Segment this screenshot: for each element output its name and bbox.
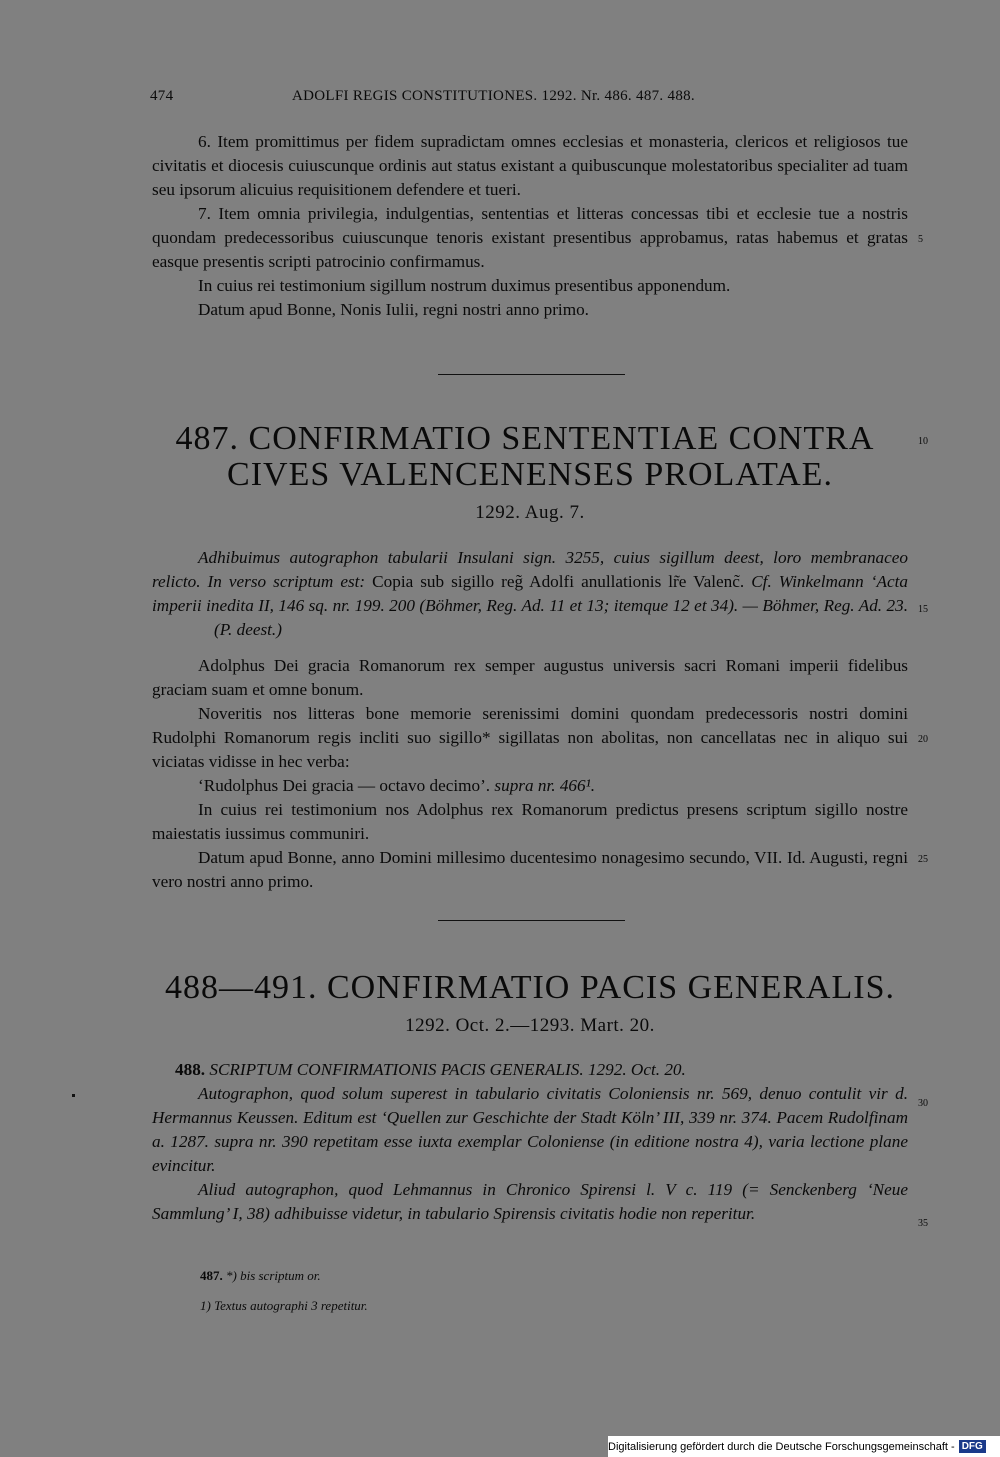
doc487-p5: Datum apud Bonne, anno Domini millesimo ducentesimo nonagesimo secundo, VII. Id. Augusti, regni vero nostri anno primo. xyxy=(152,848,908,891)
doc487-text xyxy=(152,654,908,894)
footnote-1-text: *) bis scriptum or. xyxy=(222,1268,321,1283)
footnote-1-number: 487. xyxy=(200,1268,223,1283)
footnote-2: 1) Textus autographi 3 repetitur. xyxy=(200,1298,368,1313)
doc486-body xyxy=(152,130,908,322)
doc487-intro xyxy=(152,546,908,642)
doc487-p3-quote: ‘Rudolphus Dei gracia — octavo decimo’. xyxy=(198,776,491,795)
running-title: ADOLFI REGIS CONSTITUTIONES. 1292. Nr. 486. 487. 488. xyxy=(292,88,695,104)
section-divider xyxy=(438,920,625,921)
doc487-p2: Noveritis nos litteras bone memorie serenissimi domini quondam predecessoris nostri domini Rudolphi Romanorum regis incliti suo sigillo* sigillatas non abolitas, non cancellatas nec in aliquo sui viciatas vidisse in hec verba: xyxy=(152,704,908,771)
doc488-title: 488—491. CONFIRMATIO PACIS GENERALIS. xyxy=(165,969,895,1006)
line-number: 35 xyxy=(918,1218,928,1229)
doc487-date: 1292. Aug. 7. xyxy=(475,502,585,523)
line-number: 30 xyxy=(918,1098,928,1109)
doc486-para6: 6. Item promittimus per fidem supradictam omnes ecclesias et monasteria, clericos et religiosos tue civitatis et diocesis cuiuscunque ordinis aut status existant a quibuscunque molestatoribus specialiter ad tuam seu ipsorum alicuius requisitionem defendere et tueri. xyxy=(152,132,908,199)
line-number: 5 xyxy=(918,234,923,245)
line-number: 25 xyxy=(918,854,928,865)
doc488-subhead-text: SCRIPTUM CONFIRMATIONIS PACIS GENERALIS. 1292. Oct. 20. xyxy=(205,1060,686,1079)
line-number: 15 xyxy=(918,604,928,615)
doc487-title-line1: 487. CONFIRMATIO SENTENTIAE CONTRA xyxy=(175,420,875,457)
intro-pdeest: (P. deest.) xyxy=(214,620,282,639)
doc488-note2: Aliud autographon, quod Lehmannus in Chronico Spirensi l. V c. 119 (= Senckenberg ‘Neue Sammlung’ I, 38) adhibuisse videtur, in tabulario Spirensis civitatis hodie non reperitur. xyxy=(152,1180,908,1223)
dfg-logo: DFG xyxy=(959,1440,986,1453)
intro-edition: Adhibuimus autographon tabularii Insulani sign. 3255, cuius sigillum deest, loro membranaceo relicto. In verso scriptum est: xyxy=(152,548,908,591)
digitization-footer xyxy=(608,1436,1000,1457)
line-number: 10 xyxy=(918,436,928,447)
page-number: 474 xyxy=(150,88,174,104)
doc487-p3 xyxy=(152,774,908,798)
doc486-para7: 7. Item omnia privilegia, indulgentias, sententias et litteras concessas tibi et ecclesie tue a nostris quondam predecessoribus cuiuscunque tenoris existant presentibus approbamus, ratas habemus et gratas easque presentis scripti patrocinio confirmamus. xyxy=(152,204,908,271)
doc488-note1: Autographon, quod solum superest in tabulario civitatis Coloniensis nr. 569, denuo contulit vir d. Hermannus Keussen. Editum est ‘Quellen zur Geschichte der Stadt Köln’ III, 339 nr. 374. Pacem Rudolfinam a. 1287. supra nr. 390 repetitam esse iuxta exemplar Coloniense (in editione nostra 4), varia lectione plane evincitur. xyxy=(152,1084,908,1175)
doc487-title-line2: CIVES VALENCENENSES PROLATAE. xyxy=(227,456,833,493)
section-divider xyxy=(438,374,625,375)
footer-text: Digitalisierung gefördert durch die Deutsche Forschungsgemeinschaft - xyxy=(608,1440,955,1453)
doc487-p1: Adolphus Dei gracia Romanorum rex semper augustus universis sacri Romani imperii fidelibus graciam suam et omne bonum. xyxy=(152,656,908,699)
scan-speck xyxy=(72,1094,75,1097)
footnote-1 xyxy=(200,1268,321,1284)
doc487-intro-para xyxy=(152,546,908,642)
doc488-notes xyxy=(152,1082,908,1226)
doc487-p3-ref: supra nr. 466¹. xyxy=(490,776,596,795)
doc487-p4: In cuius rei testimonium nos Adolphus rex Romanorum predictus presens scriptum sigillo nostre maiestatis iussimus communiri. xyxy=(152,800,908,843)
doc488-subhead xyxy=(175,1058,915,1082)
intro-references: Cf. Winkelmann ‘Acta imperii inedita II, 146 sq. nr. 199. 200 (Böhmer, Reg. Ad. 11 et 13; itemque 12 et 34). — Böhmer, Reg. Ad. 23. xyxy=(152,572,908,615)
doc486-testimonium: In cuius rei testimonium sigillum nostrum duximus presentibus apponendum. xyxy=(198,276,731,295)
intro-dorsal: Copia sub sigillo reg̃ Adolfi anullationis lr̃e Valenc̃. xyxy=(365,572,752,591)
line-number: 20 xyxy=(918,734,928,745)
doc486-datum: Datum apud Bonne, Nonis Iulii, regni nostri anno primo. xyxy=(198,300,589,319)
doc488-date: 1292. Oct. 2.—1293. Mart. 20. xyxy=(405,1015,655,1036)
running-header xyxy=(150,88,910,110)
doc488-subhead-number: 488. xyxy=(175,1060,206,1079)
